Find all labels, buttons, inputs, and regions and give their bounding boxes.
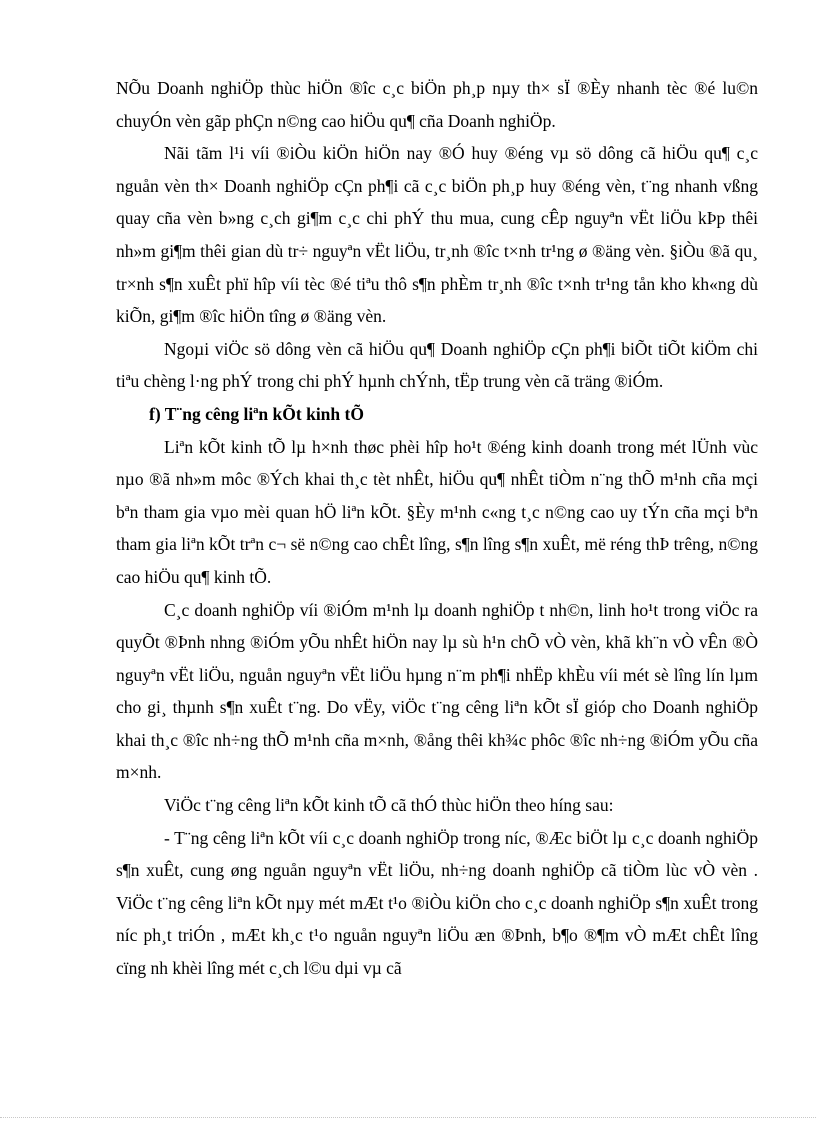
section-heading: f) T¨ng cêng liªn kÕt kinh tÕ [149,403,364,424]
paragraph-7: - T¨ng cêng liªn kÕt víi c¸c doanh nghiÖp trong níc, ®Æc biÖt lµ c¸c doanh nghiÖp s¶n xuÊt, cung øng nguån nguyªn vËt liÖu, nh÷ng doanh nghiÖp cã tiÒm lùc vÒ vèn . ViÖc t¨ng cêng liªn kÕt nµy mét mÆt t¹o ®iÒu kiÖn cho c¸c doanh nghiÖp s¶n xuÊt trong níc ph¸t triÓn , mÆt kh¸c t¹o nguån nguyªn liÖu æn ®Þnh, b¶o ®¶m vÒ mÆt chÊt lîng cïng nh khèi lîng mét c¸ch l©u dµi vµ cã [116,827,758,979]
page-bottom-divider [0,1117,816,1118]
paragraph-3: Ngoµi viÖc sö dông vèn cã hiÖu qu¶ Doanh nghiÖp cÇn ph¶i biÕt tiÕt kiÖm chi tiªu chèng l·ng phÝ trong chi phÝ hµnh chÝnh, tËp trung vèn cã träng ®iÓm. [116,338,758,392]
document-body [116,72,758,985]
paragraph-2: Nãi tãm l¹i víi ®iÒu kiÖn hiÖn nay ®Ó huy ®éng vµ sö dông cã hiÖu qu¶ c¸c nguån vèn th× Doanh nghiÖp cÇn ph¶i cã c¸c biÖn ph¸p huy ®éng vèn, t¨ng nhanh vßng quay cña vèn b»ng c¸ch gi¶m c¸c chi phÝ thu mua, cung cÊp nguyªn vËt liÖu kÞp thêi nh»m gi¶m thêi gian dù tr÷ nguyªn vËt liÖu, tr¸nh ®îc t×nh tr¹ng ø ®äng vèn. §iÒu ®ã qu¸ tr×nh s¶n xuÊt phï hîp víi tèc ®é tiªu thô s¶n phÈm tr¸nh ®îc t×nh tr¹ng tån kho kh«ng dù kiÕn, gi¶m ®îc hiÖn tîng ø ®äng vèn. [116,143,758,327]
paragraph-6: ViÖc t¨ng cêng liªn kÕt kinh tÕ cã thÓ thùc hiÖn theo híng sau: [164,795,614,816]
paragraph-5: C¸c doanh nghiÖp víi ®iÓm m¹nh lµ doanh nghiÖp t nh©n, linh ho¹t trong viÖc ra quyÕt ®Þnh nhng ®iÓm yÕu nhÊt hiÖn nay lµ sù h¹n chÕ vÒ vèn, khã kh¨n vÒ vÊn ®Ò nguyªn vËt liÖu, nguån nguyªn vËt liÖu hµng n¨m ph¶i nhËp khÈu víi mét sè lîng lín lµm cho gi¸ thµnh s¶n xuÊt t¨ng. Do vËy, viÖc t¨ng cêng liªn kÕt sÏ gióp cho Doanh nghiÖp khai th¸c ®îc nh÷ng thÕ m¹nh cña m×nh, ®ång thêi kh¾c phôc ®îc nh÷ng ®iÓm yÕu cña m×nh. [116,599,758,783]
paragraph-1: NÕu Doanh nghiÖp thùc hiÖn ®îc c¸c biÖn ph¸p nµy th× sÏ ®Èy nhanh tèc ®é lu©n chuyÓn vèn gãp phÇn n©ng cao hiÖu qu¶ cña Doanh nghiÖp. [116,78,758,131]
paragraph-4: Liªn kÕt kinh tÕ lµ h×nh thøc phèi hîp ho¹t ®éng kinh doanh trong mét lÜnh vùc nµo ®ã nh»m môc ®Ých khai th¸c tèt nhÊt, hiÖu qu¶ nhÊt tiÒm n¨ng thÕ m¹nh cña mçi bªn tham gia vµo mèi quan hÖ liªn kÕt. §Èy m¹nh c«ng t¸c n©ng cao uy tÝn cña mçi bªn tham gia liªn kÕt trªn c¬ së n©ng cao chÊt lîng, s¶n lîng s¶n xuÊt, më réng thÞ trêng, n©ng cao hiÖu qu¶ kinh tÕ. [116,436,758,587]
